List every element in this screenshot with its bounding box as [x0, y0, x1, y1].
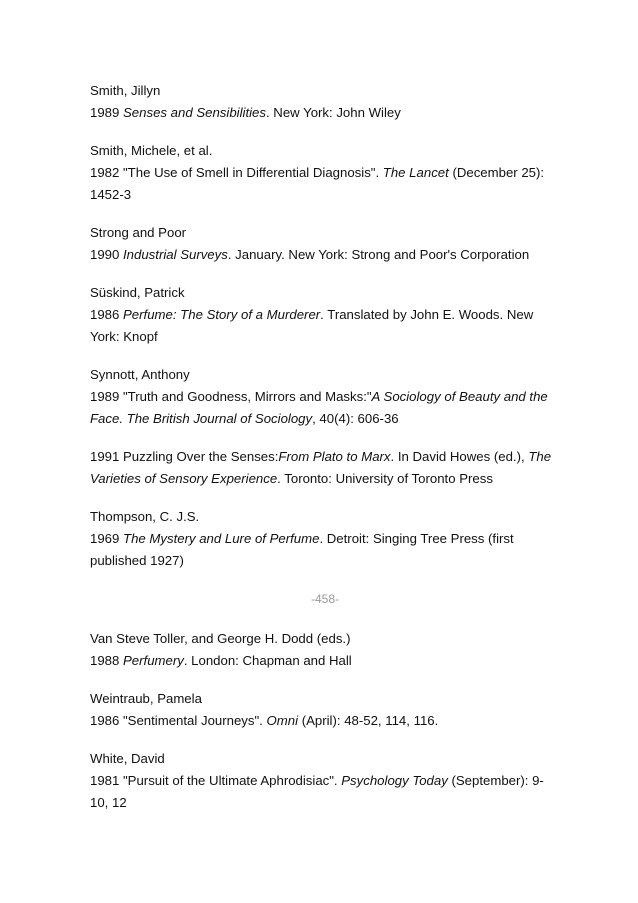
entry-citation: 1990 Industrial Surveys. January. New York: Strong and Poor's Corporation: [90, 247, 530, 262]
bibliography-entry: [90, 282, 560, 348]
entry-citation: 1986 Perfume: The Story of a Murderer. Translated by John E. Woods. New: [90, 307, 534, 322]
entry-title: Psychology Today: [341, 773, 448, 788]
entry-title: Industrial Surveys: [123, 247, 228, 262]
bibliography-entry: [90, 140, 560, 206]
entry-title: Varieties of Sensory Experience: [90, 471, 278, 486]
entry-citation: 1988 Perfumery. London: Chapman and Hall: [90, 653, 352, 668]
entry-citation: 1989 "Truth and Goodness, Mirrors and Masks:"A Sociology of Beauty and the: [90, 389, 548, 404]
entry-author: Smith, Jillyn: [90, 83, 161, 98]
entry-author: White, David: [90, 751, 165, 766]
entry-citation-continued: Face. The British Journal of Sociology, 40(4): 606-36: [90, 411, 399, 426]
entry-title: The Lancet: [382, 165, 449, 180]
bibliography-entry: [90, 748, 560, 814]
entry-citation: 1991 Puzzling Over the Senses:From Plato to Marx. In David Howes (ed.), The: [90, 449, 552, 464]
bibliography-entry: [90, 506, 560, 572]
entry-author: Thompson, C. J.S.: [90, 509, 200, 524]
bibliography-entry: [90, 80, 560, 124]
entry-title: The: [528, 449, 552, 464]
entry-title: Perfumery: [123, 653, 184, 668]
entry-citation: 1982 "The Use of Smell in Differential Diagnosis". The Lancet (December 25):: [90, 165, 545, 180]
entry-citation: 1986 "Sentimental Journeys". Omni (April): 48-52, 114, 116.: [90, 713, 439, 728]
entry-title: The Mystery and Lure of Perfume: [123, 531, 320, 546]
entry-author: Van Steve Toller, and George H. Dodd (eds.): [90, 631, 351, 646]
entry-title: Senses and Sensibilities: [123, 105, 266, 120]
entry-author: Strong and Poor: [90, 225, 187, 240]
entry-citation-continued: published 1927): [90, 553, 184, 568]
bibliography-entry: [90, 364, 560, 430]
page-number: -458-: [310, 592, 339, 606]
entry-author: Smith, Michele, et al.: [90, 143, 213, 158]
entry-citation: 1989 Senses and Sensibilities. New York: John Wiley: [90, 105, 401, 120]
bibliography-entry: [90, 446, 560, 490]
entry-citation-continued: York: Knopf: [90, 329, 158, 344]
entry-title: Perfume: The Story of a Murderer: [123, 307, 321, 322]
entry-author: Süskind, Patrick: [90, 285, 185, 300]
entry-citation-continued: Varieties of Sensory Experience. Toronto: University of Toronto Press: [90, 471, 493, 486]
bibliography-entry: [90, 628, 560, 672]
entry-title: From Plato to Marx: [278, 449, 391, 464]
entry-title: Omni: [266, 713, 299, 728]
entry-title: A Sociology of Beauty and the: [371, 389, 548, 404]
entry-citation-continued: 1452-3: [90, 187, 132, 202]
entry-title: Face. The British Journal of Sociology: [90, 411, 313, 426]
entry-citation-continued: 10, 12: [90, 795, 127, 810]
bibliography-page: [90, 80, 560, 830]
bibliography-entry: [90, 688, 560, 732]
entry-citation: 1981 "Pursuit of the Ultimate Aphrodisiac". Psychology Today (September): 9-: [90, 773, 544, 788]
bibliography-entry: [90, 222, 560, 266]
entry-author: Synnott, Anthony: [90, 367, 190, 382]
entry-citation: 1969 The Mystery and Lure of Perfume. Detroit: Singing Tree Press (first: [90, 531, 514, 546]
entry-author: Weintraub, Pamela: [90, 691, 202, 706]
